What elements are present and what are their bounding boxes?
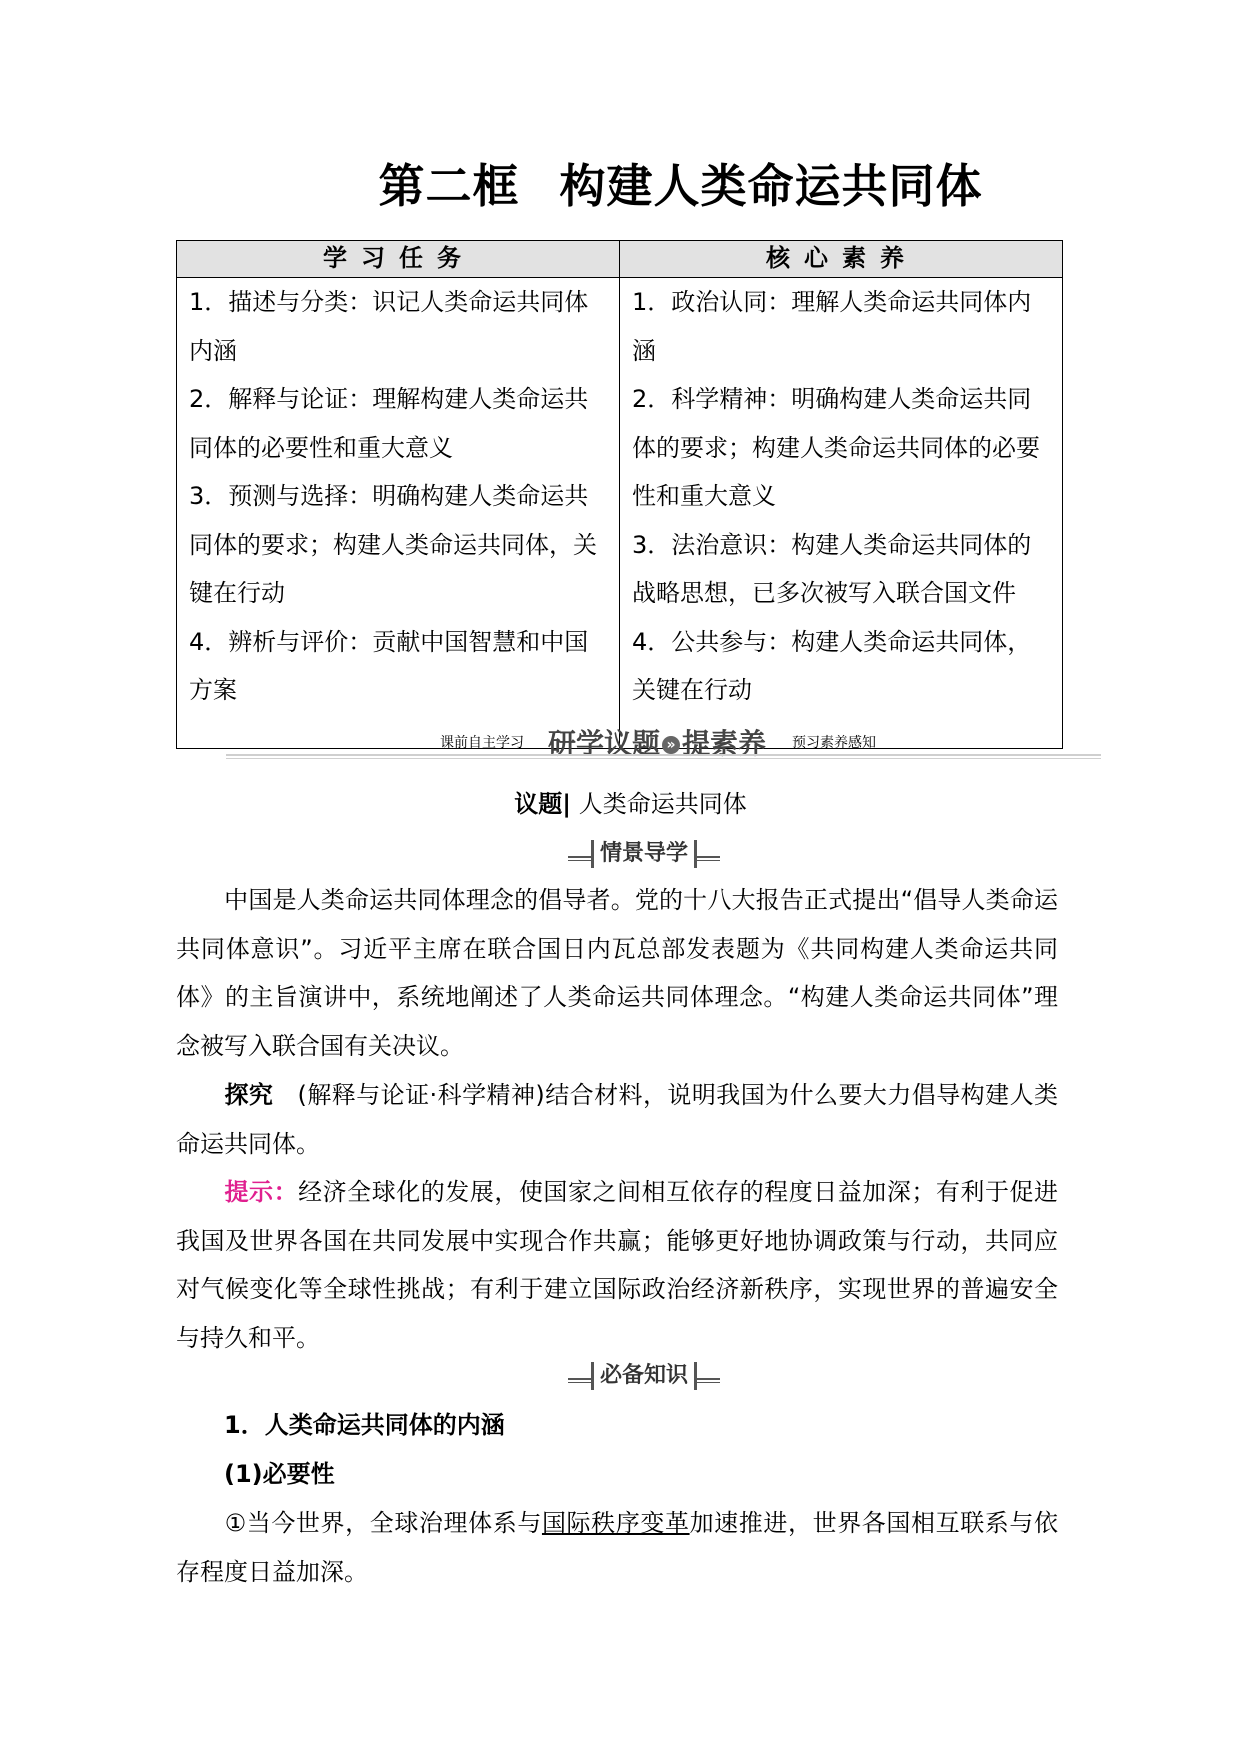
knowledge-item-underlined: 国际秩序变革 — [541, 1509, 690, 1537]
page-title — [60, 150, 1241, 216]
banner-title — [548, 722, 766, 762]
banner-title-right: 提素养 — [682, 727, 767, 760]
hint-paragraph — [176, 1168, 1058, 1363]
divider — [226, 754, 1101, 756]
core-literacy-cell — [620, 278, 1063, 749]
knowledge-heading-text: 1．人类命运共同体的内涵 — [224, 1411, 505, 1439]
learning-task-item: 2．解释与论证：理解构建人类命运共同体的必要性和重大意义 — [189, 385, 589, 462]
hint-text: 经济全球化的发展，使国家之间相互依存的程度日益加深；有利于促进我国及世界各国在共同发展中实现合作共赢；能够更好地协调政策与行动，共同应对气候变化等全球性挑战；有利于建立国际政治经济新秩序，实现世界的普遍安全与持久和平。 — [176, 1178, 1059, 1353]
banner-left-caption: 课前自主学习 — [440, 735, 524, 751]
knowledge-item-prefix: ①当今世界，全球治理体系与 — [224, 1509, 542, 1537]
knowledge-sub-text: (1)必要性 — [224, 1460, 335, 1488]
explore-paragraph — [176, 1071, 1058, 1168]
title-text: 构建人类命运共同体 — [559, 159, 983, 213]
core-literacy-item: 3．法治意识：构建人类命运共同体的战略思想，已多次被写入联合国文件 — [632, 530, 1032, 607]
header-core-literacy: 核心素养 — [620, 241, 1063, 278]
knowledge-item — [176, 1499, 1058, 1596]
objectives-table — [176, 240, 1063, 749]
banner-title-left: 研学议题 — [548, 727, 661, 760]
topic-heading — [10, 784, 1241, 819]
core-literacy-item: 1．政治认同：理解人类命运共同体内涵 — [632, 288, 1032, 365]
section-label-knowledge — [568, 1362, 720, 1392]
section-label-text: 情景导学 — [591, 840, 697, 868]
knowledge-item-suffix: 加速推进，世界各国相互联系与依存程度日益加深。 — [176, 1509, 1059, 1586]
topic-text: 人类命运共同体 — [578, 790, 747, 818]
core-literacy-item: 4．公共参与：构建人类命运共同体，关键在行动 — [632, 627, 1032, 704]
topic-label: 议题| — [514, 790, 572, 818]
scenario-paragraph — [176, 876, 1058, 1071]
scenario-text: 中国是人类命运共同体理念的倡导者。党的十八大报告正式提出“倡导人类命运共同体意识”。习近平主席在联合国日内瓦总部发表题为《共同构建人类命运共同体》的主旨演讲中，系统地阐述了人类命运共同体理念。“构建人类命运共同体”理念被写入联合国有关决议。 — [176, 886, 1058, 1061]
header-learning-tasks: 学习任务 — [177, 241, 620, 278]
knowledge-subheading — [176, 1450, 1058, 1499]
core-literacy-item: 2．科学精神：明确构建人类命运共同体的要求；构建人类命运共同体的必要性和重大意义 — [632, 385, 1040, 510]
arrow-right-icon: » — [662, 736, 680, 754]
learning-task-item: 3．预测与选择：明确构建人类命运共同体的要求；构建人类命运共同体，关键在行动 — [189, 482, 597, 607]
section-label-scenario — [568, 840, 720, 870]
section-banner — [226, 722, 1101, 762]
divider — [226, 758, 1101, 759]
hint-label: 提示： — [224, 1178, 299, 1206]
title-section-number: 第二框 — [378, 159, 520, 213]
explore-label: 探究 — [224, 1081, 274, 1109]
knowledge-heading — [176, 1401, 1058, 1450]
learning-task-item: 1．描述与分类：识记人类命运共同体内涵 — [189, 288, 589, 365]
learning-task-item: 4．辨析与评价：贡献中国智慧和中国方案 — [189, 627, 589, 704]
explore-text: (解释与论证·科学精神)结合材料，说明我国为什么要大力倡导构建人类命运共同体。 — [176, 1081, 1059, 1158]
section-label-text: 必备知识 — [591, 1362, 697, 1390]
banner-right-caption: 预习素养感知 — [792, 735, 876, 751]
learning-tasks-cell — [177, 278, 620, 749]
